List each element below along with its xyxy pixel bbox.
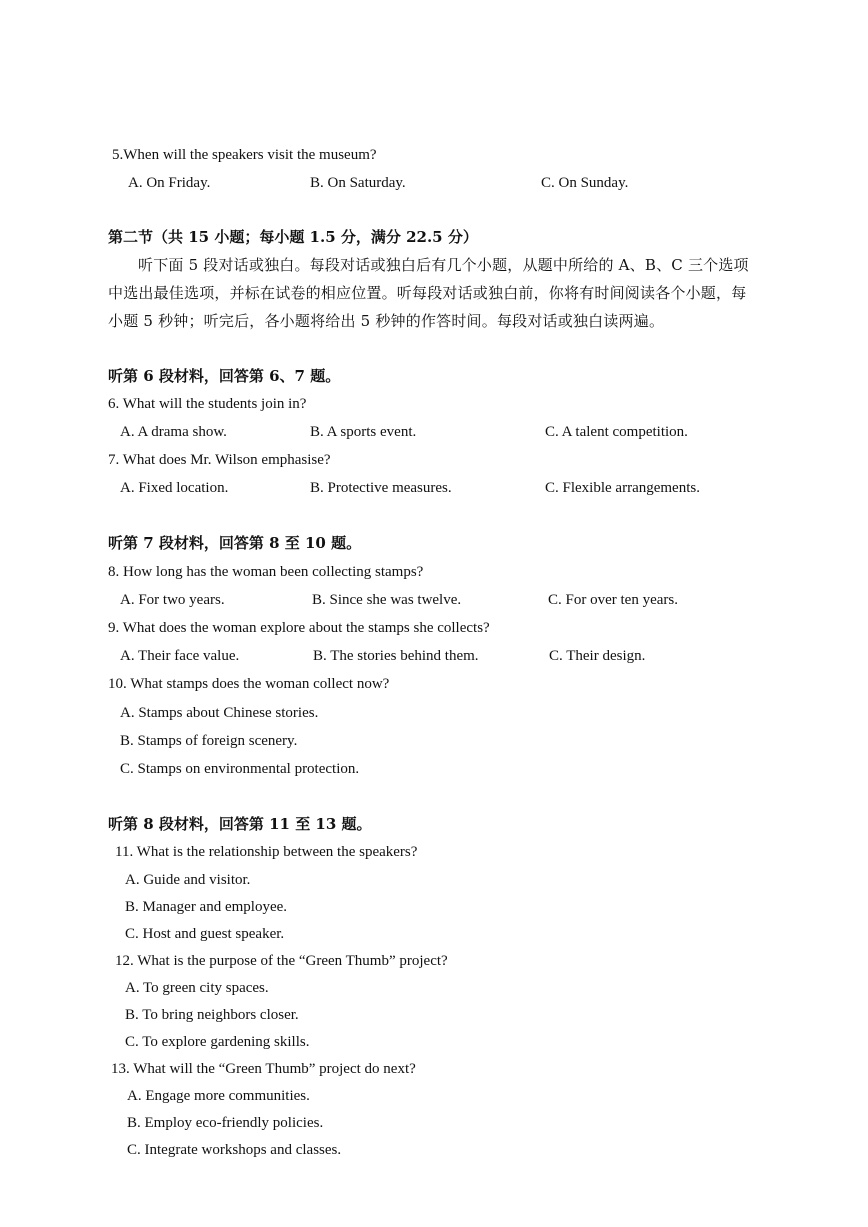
q8-option-b: B. Since she was twelve. xyxy=(312,592,462,608)
q13-option-c: C. Integrate workshops and classes. xyxy=(127,1142,342,1158)
question-12: 12. What is the purpose of the “Green Thumb” project? xyxy=(115,953,448,969)
q9-option-a: A. Their face value. xyxy=(120,648,240,664)
q7-option-a: A. Fixed location. xyxy=(120,480,229,496)
q5-option-a: A. On Friday. xyxy=(128,175,211,191)
q10-option-a: A. Stamps about Chinese stories. xyxy=(120,705,319,721)
question-13: 13. What will the “Green Thumb” project do next? xyxy=(111,1061,416,1077)
q8-option-a: A. For two years. xyxy=(120,592,225,608)
section-heading: 第二节（共 15 小题；每小题 1.5 分，满分 22.5 分） xyxy=(108,228,478,246)
q12-option-b: B. To bring neighbors closer. xyxy=(125,1007,299,1023)
q11-option-c: C. Host and guest speaker. xyxy=(125,926,285,942)
q11-option-b: B. Manager and employee. xyxy=(125,899,288,915)
group-heading: 听第 6 段材料，回答第 6、7 题。 xyxy=(108,367,341,385)
q12-option-a: A. To green city spaces. xyxy=(125,980,269,996)
q6-option-c: C. A talent competition. xyxy=(545,424,688,440)
q7-option-c: C. Flexible arrangements. xyxy=(545,480,700,496)
q10-option-c: C. Stamps on environmental protection. xyxy=(120,761,360,777)
q5-option-b: B. On Saturday. xyxy=(310,175,406,191)
q13-option-a: A. Engage more communities. xyxy=(127,1088,310,1104)
question-10: 10. What stamps does the woman collect now? xyxy=(108,676,390,692)
q7-option-b: B. Protective measures. xyxy=(310,480,452,496)
q11-option-a: A. Guide and visitor. xyxy=(125,872,251,888)
q9-option-c: C. Their design. xyxy=(549,648,646,664)
question-6: 6. What will the students join in? xyxy=(108,396,307,412)
q8-option-c: C. For over ten years. xyxy=(548,592,678,608)
group-heading: 听第 7 段材料，回答第 8 至 10 题。 xyxy=(108,534,362,552)
q12-option-c: C. To explore gardening skills. xyxy=(125,1034,310,1050)
q9-option-b: B. The stories behind them. xyxy=(313,648,479,664)
section-instructions: 听下面 5 段对话或独白。每段对话或独白后有几个小题，从题中所给的 A、B、C 三个选项中选出最佳选项，并标在试卷的相应位置。听每段对话或独白前，你将有时间阅读各个小题，每小题 5 秒钟；听完后，各小题将给出 5 秒钟的作答时间。每段对话或独白读两遍。 xyxy=(108,256,749,330)
question-9: 9. What does the woman explore about the stamps she collects? xyxy=(108,620,490,636)
q10-option-b: B. Stamps of foreign scenery. xyxy=(120,733,298,749)
question-7: 7. What does Mr. Wilson emphasise? xyxy=(108,452,331,468)
group-heading: 听第 8 段材料，回答第 11 至 13 题。 xyxy=(108,815,372,833)
q6-option-a: A. A drama show. xyxy=(120,424,227,440)
question-11: 11. What is the relationship between the speakers? xyxy=(115,844,418,860)
question-5: 5.When will the speakers visit the museum? xyxy=(112,147,377,163)
q6-option-b: B. A sports event. xyxy=(310,424,417,440)
question-8: 8. How long has the woman been collecting stamps? xyxy=(108,564,424,580)
q5-option-c: C. On Sunday. xyxy=(541,175,629,191)
q13-option-b: B. Employ eco-friendly policies. xyxy=(127,1115,324,1131)
